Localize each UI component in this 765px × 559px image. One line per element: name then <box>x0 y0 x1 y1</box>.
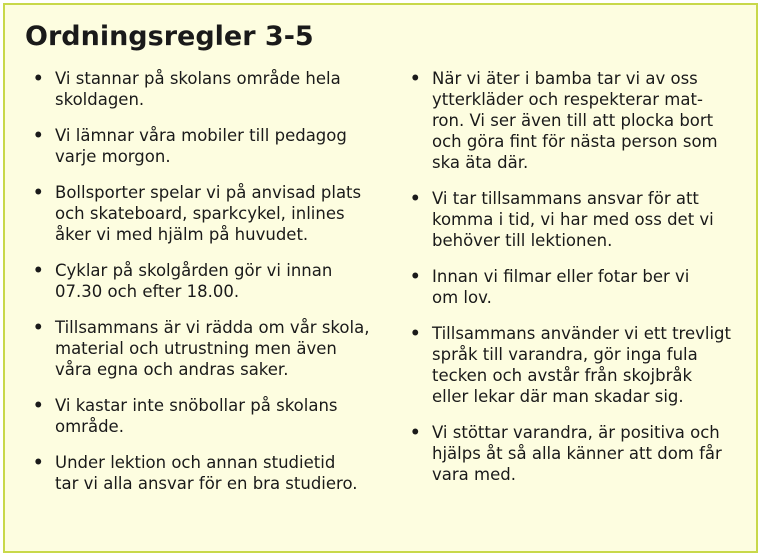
page-title: Ordningsregler 3-5 <box>25 21 314 52</box>
rule-item <box>33 182 373 245</box>
rule-text: Vi stannar på skolans område hela skoldagen. <box>55 69 341 109</box>
rule-item <box>33 452 373 494</box>
rule-text: Vi tar tillsammans ansvar för att komma i tid, vi har med oss det vi behöver till lektionen. <box>432 189 714 250</box>
rules-list-left <box>33 68 373 509</box>
bullet-icon: • <box>410 267 421 286</box>
bullet-icon: • <box>410 423 421 442</box>
bullet-icon: • <box>33 396 44 415</box>
rule-text: Vi lämnar våra mobiler till pedagog varje morgon. <box>55 126 347 166</box>
rule-text: Under lektion och annan studietid tar vi alla ansvar för en bra studiero. <box>55 453 358 493</box>
rule-text: Innan vi filmar eller fotar ber vi om lov. <box>432 267 690 307</box>
bullet-icon: • <box>33 183 44 202</box>
rule-text: Bollsporter spelar vi på anvisad plats och skateboard, sparkcykel, inlines åker vi med hjälm på huvudet. <box>55 183 362 244</box>
bullet-icon: • <box>410 324 421 343</box>
rule-item <box>33 260 373 302</box>
rules-card <box>3 3 758 553</box>
rule-item <box>33 317 373 380</box>
rule-text: Vi kastar inte snöbollar på skolans område. <box>55 396 338 436</box>
rule-item <box>410 422 750 485</box>
rule-text: Tillsammans är vi rädda om vår skola, material och utrustning men även våra egna och andras saker. <box>55 318 370 379</box>
bullet-icon: • <box>410 189 421 208</box>
rule-item <box>410 188 750 251</box>
rule-item <box>33 68 373 110</box>
bullet-icon: • <box>33 69 44 88</box>
rule-item <box>33 125 373 167</box>
rule-text: Tillsammans använder vi ett trevligt språk till varandra, gör inga fula tecken och avstår från skojbråk eller lekar där man skadar sig. <box>432 324 731 406</box>
rule-text: När vi äter i bamba tar vi av oss ytterkläder och respekterar mat- ron. Vi ser även till att plocka bort och göra fint för nästa person som ska äta där. <box>432 69 718 172</box>
bullet-icon: • <box>33 261 44 280</box>
bullet-icon: • <box>33 126 44 145</box>
rule-item <box>410 323 750 407</box>
bullet-icon: • <box>33 453 44 472</box>
bullet-icon: • <box>410 69 421 88</box>
rule-item <box>410 266 750 308</box>
rules-list-right <box>410 68 750 500</box>
bullet-icon: • <box>33 318 44 337</box>
rule-item <box>410 68 750 173</box>
rule-item <box>33 395 373 437</box>
rule-text: Vi stöttar varandra, är positiva och hjälps åt så alla känner att dom får vara med. <box>432 423 722 484</box>
rule-text: Cyklar på skolgården gör vi innan 07.30 och efter 18.00. <box>55 261 333 301</box>
